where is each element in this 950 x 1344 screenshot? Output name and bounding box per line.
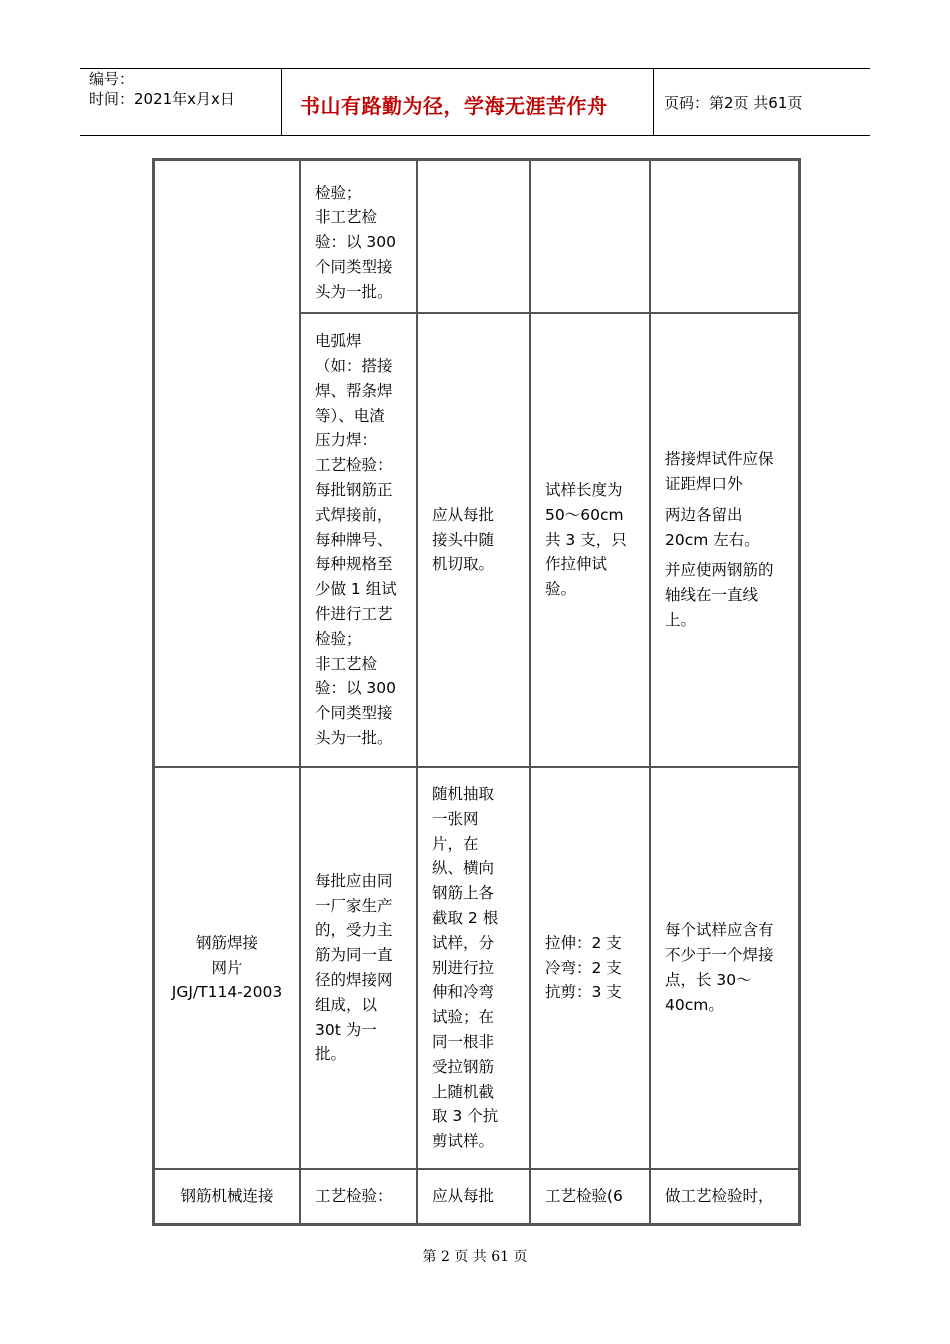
cell-line: 取 3 个抗 — [432, 1107, 499, 1126]
cell-line: 剪试样。 — [432, 1132, 495, 1151]
row3-category-text — [155, 931, 299, 1005]
cell-line: 试验；在 — [432, 1008, 495, 1027]
cell-line: 头为一批。 — [315, 282, 393, 301]
cell-line: 每批应由同 — [315, 871, 393, 890]
cell-line: 检验； — [315, 629, 362, 648]
cell-line: 50～60cm — [545, 505, 624, 524]
cell-line: 检验； — [315, 183, 362, 202]
cell-line: 非工艺检 — [315, 208, 378, 227]
cell-line: 筋为同一直 — [315, 946, 393, 965]
row2-notes-para2 — [665, 503, 784, 553]
row4-batch-text: 工艺检验： — [315, 1187, 393, 1206]
cell-line: 并应使两钢筋的 — [665, 561, 774, 580]
time-label: 时间：2021年x月x日 — [89, 90, 235, 108]
row4-category-cell — [154, 1169, 300, 1224]
row4-notes-text: 做工艺检验时， — [665, 1187, 774, 1206]
sampling-table — [152, 158, 801, 1226]
row2-quantity-cell — [530, 313, 650, 767]
cell-line: 压力焊： — [315, 431, 378, 450]
cell-line: 片，在 — [432, 834, 479, 853]
cell-line: 拉伸：2 支 — [545, 933, 622, 952]
row3-quantity-text — [531, 931, 649, 1005]
row2-notes-para3 — [665, 558, 784, 632]
cell-line: 证距焊口外 — [665, 475, 743, 493]
row3-category-cell — [154, 767, 300, 1169]
cell-line: 钢筋焊接 — [195, 933, 258, 952]
cell-line: 抗剪：3 支 — [545, 983, 622, 1002]
cell-line: 截取 2 根 — [432, 909, 499, 927]
cell-line: 径的焊接网 — [315, 971, 393, 989]
cell-line: 件进行工艺 — [315, 604, 393, 623]
row4-method-text: 应从每批 — [432, 1187, 495, 1206]
cell-line: 一厂家生产 — [315, 896, 393, 915]
row2-batch-cell — [300, 313, 417, 767]
cell-line: 个同类型接 — [315, 257, 393, 276]
cell-line: 冷弯：2 支 — [545, 958, 622, 977]
cell-line: 工艺检验： — [315, 456, 393, 475]
header-motto: 书山有路勤为径，学海无涯苦作舟 — [300, 94, 608, 118]
cell-line: 一张网 — [432, 809, 479, 828]
row4-quantity-text: 工艺检验(6 — [545, 1187, 623, 1206]
cell-line: 批。 — [315, 1045, 347, 1064]
cell-line: 同一根非 — [432, 1032, 495, 1051]
cell-line: 上。 — [665, 610, 697, 629]
row2-method-cell — [417, 313, 530, 767]
cell-line: 纵、横向 — [432, 859, 495, 878]
row4-quantity-cell — [530, 1169, 650, 1224]
row4-category-text: 钢筋机械连接 — [180, 1187, 274, 1206]
cell-line: 式焊接前， — [315, 505, 393, 524]
cell-line: 非工艺检 — [315, 654, 378, 673]
cell-line: JGJ/T114-2003 — [171, 983, 283, 1002]
row2-method-text — [418, 503, 529, 577]
cell-line: 少做 1 组试 — [315, 580, 397, 599]
row3-notes-text — [651, 918, 798, 1017]
cell-line: 作拉伸试 — [545, 555, 608, 574]
header-divider-left — [281, 68, 282, 136]
cell-line: （如：搭接 — [315, 357, 393, 376]
cell-line: 机切取。 — [432, 555, 495, 574]
cell-line: 头为一批。 — [315, 728, 393, 747]
row1-method-cell — [417, 160, 530, 313]
row3-method-text — [418, 782, 529, 1154]
cell-line: 别进行拉 — [432, 958, 495, 977]
cell-line: 验。 — [545, 580, 577, 599]
header-bottom-rule — [80, 135, 870, 136]
row4-batch-cell — [300, 1169, 417, 1224]
row3-method-cell — [417, 767, 530, 1169]
row1-batch-text — [301, 169, 416, 305]
cell-line: 每种牌号、 — [315, 530, 393, 549]
cell-line: 共 3 支，只 — [545, 530, 627, 549]
row1-notes-cell — [650, 160, 799, 313]
cell-line: 每个试样应含有 — [665, 921, 774, 940]
header-top-rule — [80, 68, 870, 69]
cell-line: 接头中随 — [432, 530, 495, 549]
cell-line: 不少于一个焊接 — [665, 946, 774, 965]
row4-method-cell — [417, 1169, 530, 1224]
cell-line: 验：以 300 — [315, 679, 397, 698]
cell-line: 电弧焊 — [315, 332, 362, 351]
row4-notes-cell — [650, 1169, 799, 1224]
row1-batch-cell — [300, 160, 417, 313]
row3-quantity-cell — [530, 767, 650, 1169]
cell-line: 试样长度为 — [545, 481, 623, 499]
cell-line: 30t 为一 — [315, 1020, 377, 1039]
row3-batch-text — [301, 869, 416, 1067]
cell-line: 试样，分 — [432, 933, 495, 952]
header-divider-right — [653, 68, 654, 136]
row2-notes-para1 — [665, 447, 784, 497]
row2-batch-text — [301, 329, 416, 751]
cell-line: 40cm。 — [665, 995, 724, 1014]
cell-line: 搭接焊试件应保 — [665, 450, 774, 469]
cell-line: 的，受力主 — [315, 921, 393, 940]
table-row — [154, 160, 799, 313]
cell-line: 20cm 左右。 — [665, 530, 760, 549]
cell-line: 组成，以 — [315, 995, 378, 1014]
cell-line: 等）、电渣 — [315, 406, 385, 425]
cell-line: 验：以 300 — [315, 233, 397, 252]
cell-line: 上随机截 — [432, 1082, 495, 1101]
row3-notes-cell — [650, 767, 799, 1169]
cell-line: 个同类型接 — [315, 704, 393, 723]
cell-line: 受拉钢筋 — [432, 1057, 495, 1076]
row3-batch-cell — [300, 767, 417, 1169]
cell-line: 焊、帮条焊 — [315, 381, 393, 400]
cell-line: 应从每批 — [432, 505, 495, 524]
table-row — [154, 1169, 799, 1224]
cell-line: 伸和冷弯 — [432, 983, 495, 1002]
cell-line: 钢筋上各 — [432, 884, 495, 903]
cell-line: 每批钢筋正 — [315, 481, 393, 499]
cell-line: 点，长 30～ — [665, 971, 752, 989]
row1-quantity-cell — [530, 160, 650, 313]
serial-label: 编号： — [89, 70, 135, 88]
cell-line: 两边各留出 — [665, 505, 743, 524]
cell-line: 每种规格至 — [315, 555, 393, 574]
row1-category-cell — [154, 160, 300, 767]
row2-notes-text — [651, 447, 798, 633]
page-label: 页码：第2页 共61页 — [664, 94, 803, 112]
cell-line: 随机抽取 — [432, 785, 495, 804]
page-footer: 第 2 页 共 61 页 — [422, 1249, 528, 1265]
table-row — [154, 767, 799, 1169]
cell-line: 网片 — [211, 958, 243, 977]
row2-quantity-text — [531, 478, 649, 602]
cell-line: 轴线在一直线 — [665, 586, 759, 605]
row2-notes-cell — [650, 313, 799, 767]
